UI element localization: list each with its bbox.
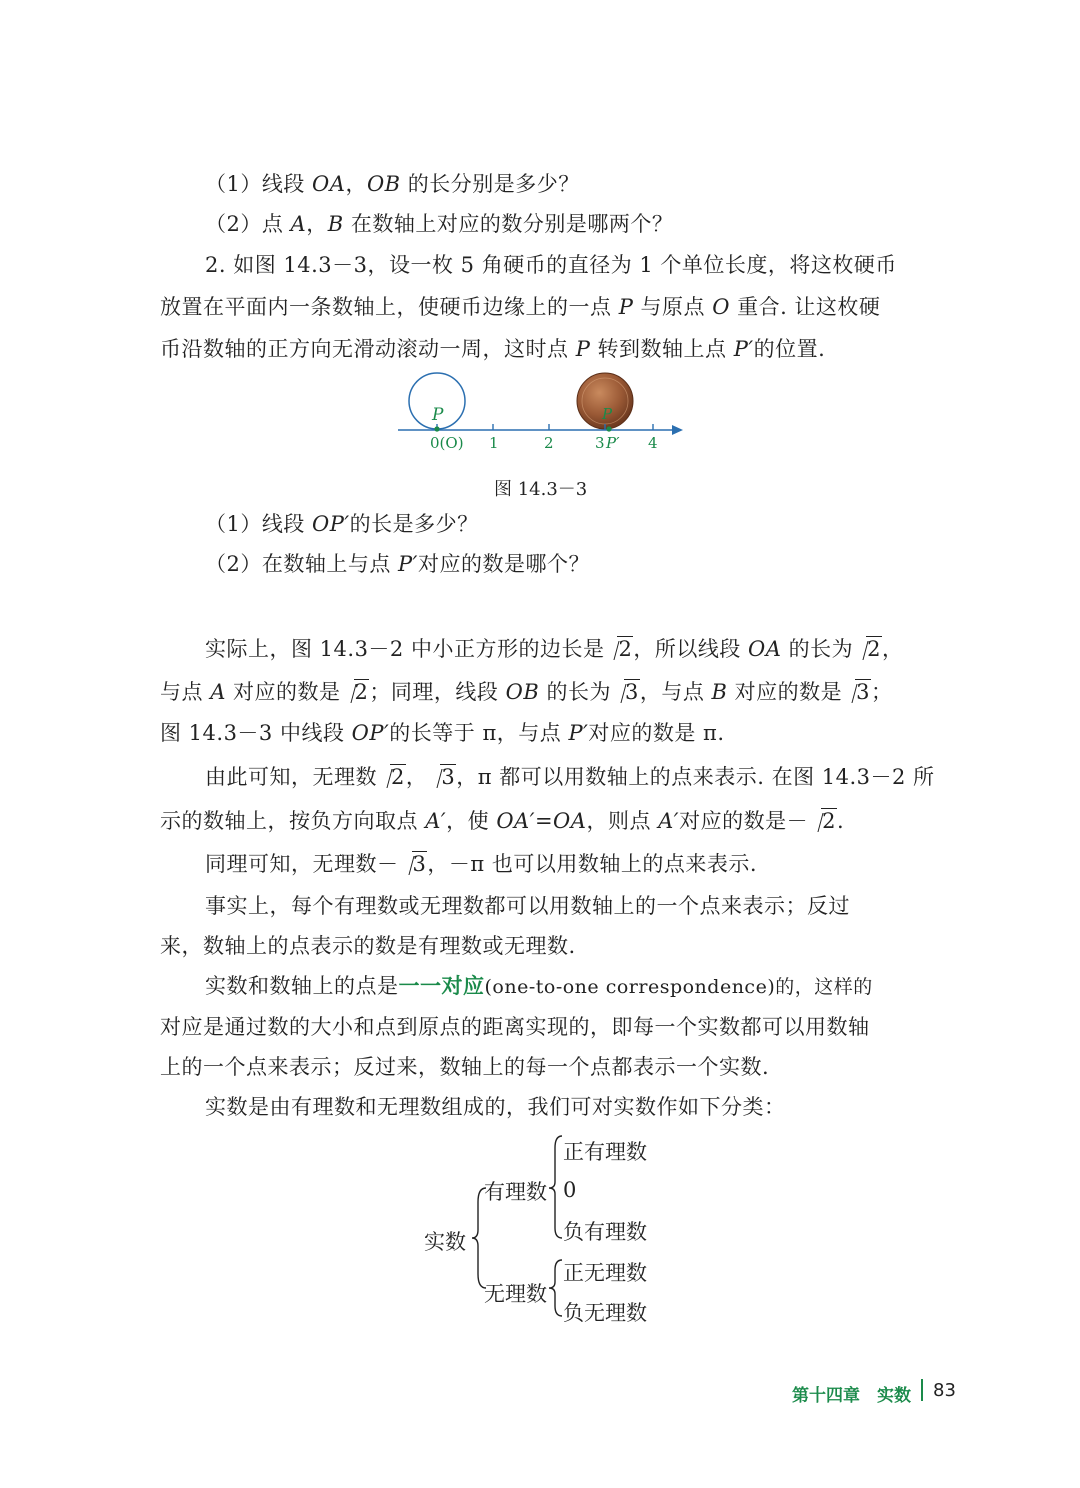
radicand: 3: [412, 852, 427, 876]
para5-line-2: 对应是通过数的大小和点到原点的距离实现的，即每一个实数都可以用数轴: [160, 1015, 870, 1039]
text: (one-to-one correspondence)的，这样的: [484, 976, 873, 998]
radicand: 3: [856, 680, 871, 704]
text: （1）线段: [205, 172, 313, 196]
sqrt-symbol: [606, 639, 633, 660]
sqrt-symbol: [844, 682, 871, 703]
q2-line-3: [160, 339, 825, 360]
q2-line-1: [205, 255, 897, 276]
text: 实际上，图 14.3－2 中小正方形的边长是: [205, 637, 605, 661]
footer-chapter: 第十四章 实数: [792, 1386, 911, 1406]
text: 由此可知，无理数: [205, 765, 377, 789]
tree-i-item: 负无理数: [563, 1301, 647, 1325]
text: 与点: [160, 680, 211, 704]
tree-r-item: 正有理数: [563, 1140, 647, 1164]
text: ，－π 也可以用数轴上的点来表示.: [427, 852, 758, 876]
tick-label-0: 0(O): [430, 434, 464, 452]
text: ，: [405, 765, 428, 789]
para3-line-1: [205, 854, 757, 875]
text: OA: [312, 172, 346, 196]
text: P′: [398, 552, 418, 576]
text: O: [712, 295, 730, 319]
sqrt-symbol: [379, 767, 406, 788]
brace-irrational: [549, 1260, 562, 1316]
tree-root: 实数: [424, 1230, 466, 1254]
text: ，: [881, 637, 904, 661]
text: 2. 如图 14.3－3，设一枚 5 角硬币的直径为 1 个单位长度，将这枚硬币: [205, 253, 897, 277]
brace-root: [472, 1188, 486, 1288]
q1-line-b: [205, 214, 673, 235]
q1-line-a: [205, 174, 580, 195]
text: ，则点: [586, 809, 659, 833]
tree-irrational: 无理数: [484, 1282, 547, 1306]
text: 对应的数是: [225, 680, 341, 704]
point-p-start: [434, 426, 439, 431]
text: 示的数轴上，按负方向取点: [160, 809, 426, 833]
radicand: 3: [441, 765, 456, 789]
text: A′: [425, 809, 447, 833]
sqrt-symbol: [855, 639, 882, 660]
sqrt-symbol: [429, 767, 456, 788]
text: （1）线段: [205, 512, 313, 536]
text: OP′: [351, 721, 390, 745]
text: B: [711, 680, 728, 704]
text: ；: [871, 680, 893, 704]
para5-line-1: [205, 976, 873, 997]
radicand: 3: [624, 680, 639, 704]
para6-line-1: 实数是由有理数和无理数组成的，我们可对实数作如下分类：: [205, 1095, 786, 1119]
text: 币沿数轴的正方向无滑动滚动一周，这时点: [160, 337, 576, 361]
tree-i-item: 正无理数: [563, 1261, 647, 1285]
text: 与原点: [633, 295, 713, 319]
text: ；同理，线段: [369, 680, 506, 704]
sqrt-symbol: [613, 682, 640, 703]
label-p-coin: P: [602, 405, 613, 423]
text: .: [836, 809, 845, 833]
para1-line-3: [160, 723, 725, 744]
text: 在数轴上对应的数分别是哪两个？: [343, 212, 674, 236]
text: OB: [366, 172, 401, 196]
tick-label-3: 3: [595, 434, 605, 452]
page-number: 83: [933, 1380, 956, 1401]
coin-number-line-figure: [390, 370, 690, 460]
text: 对应的数是哪个？: [417, 552, 590, 576]
text: P: [575, 337, 591, 361]
para2-line-1: [205, 767, 935, 788]
text: 的长分别是多少？: [400, 172, 580, 196]
text: ，与点: [639, 680, 712, 704]
text: P′: [733, 337, 754, 361]
figure-caption: 图 14.3－3: [494, 479, 588, 500]
text: 的位置.: [753, 337, 826, 361]
para2-line-2: [160, 811, 844, 832]
text: P: [618, 295, 634, 319]
text: 放置在平面内一条数轴上，使硬币边缘上的一点: [160, 295, 619, 319]
text: ，π 都可以用数轴上的点来表示. 在图 14.3－2 所: [456, 765, 935, 789]
text: B: [327, 212, 344, 236]
sqrt-symbol: [343, 682, 370, 703]
text: ，所以线段: [633, 637, 749, 661]
axis-arrow: [672, 425, 683, 435]
footer-divider: [921, 1379, 923, 1401]
text: 对应的数是 π.: [588, 721, 725, 745]
text: 对应的数是－: [679, 809, 809, 833]
sqrt-symbol: [401, 854, 428, 875]
text: 的长是多少？: [349, 512, 479, 536]
tree-rational: 有理数: [484, 1180, 547, 1204]
text: ，: [345, 172, 367, 196]
radicand: 2: [822, 809, 836, 833]
brace-rational: [549, 1136, 562, 1238]
para1-line-1: [205, 639, 903, 660]
text: OB: [505, 680, 540, 704]
tick-label-4: 4: [648, 434, 658, 452]
key-term: 一一对应: [398, 974, 485, 998]
text: OP′: [312, 512, 350, 536]
point-p-end: [606, 426, 611, 431]
text: ，: [306, 212, 328, 236]
radicand: 2: [354, 680, 369, 704]
para4-line-2: 来，数轴上的点表示的数是有理数或无理数.: [160, 934, 576, 958]
text: 重合. 让这枚硬: [729, 295, 881, 319]
label-p-start: P: [432, 405, 444, 425]
text: 转到数轴上点: [590, 337, 734, 361]
radicand: 2: [391, 765, 405, 789]
text: 的长等于 π，与点: [389, 721, 569, 745]
text: OA: [748, 637, 782, 661]
text: 同理可知，无理数－: [205, 852, 399, 876]
text: 的长为: [539, 680, 611, 704]
text: A: [210, 680, 226, 704]
radicand: 2: [618, 637, 633, 661]
text: （2）点: [205, 212, 291, 236]
para4-line-1: 事实上，每个有理数或无理数都可以用数轴上的一个点来表示；反过: [205, 894, 850, 918]
classification-braces: [470, 1130, 570, 1330]
text: A: [290, 212, 307, 236]
q2-line-2: [160, 297, 880, 318]
text: 对应的数是: [727, 680, 843, 704]
para5-line-3: 上的一个点来表示；反过来，数轴上的每一个点都表示一个实数.: [160, 1055, 770, 1079]
tick-label-1: 1: [489, 434, 499, 452]
radicand: 2: [867, 637, 881, 661]
tree-r-item: 负有理数: [563, 1220, 647, 1244]
text: 实数和数轴上的点是: [205, 974, 399, 998]
tree-r-item: 0: [563, 1178, 577, 1202]
sqrt-symbol: [810, 811, 837, 832]
q3-line-b: [205, 554, 590, 575]
text: P′: [568, 721, 589, 745]
tick-label-2: 2: [544, 434, 554, 452]
tick-label-p-prime: P′: [606, 434, 620, 452]
text: OA′=OA: [496, 809, 587, 833]
para1-line-2: [160, 682, 893, 703]
q3-line-a: [205, 514, 479, 535]
text: 的长为: [781, 637, 854, 661]
text: A′: [658, 809, 680, 833]
text: ，使: [446, 809, 497, 833]
text: 图 14.3－3 中线段: [160, 721, 352, 745]
text: （2）在数轴上与点: [205, 552, 399, 576]
